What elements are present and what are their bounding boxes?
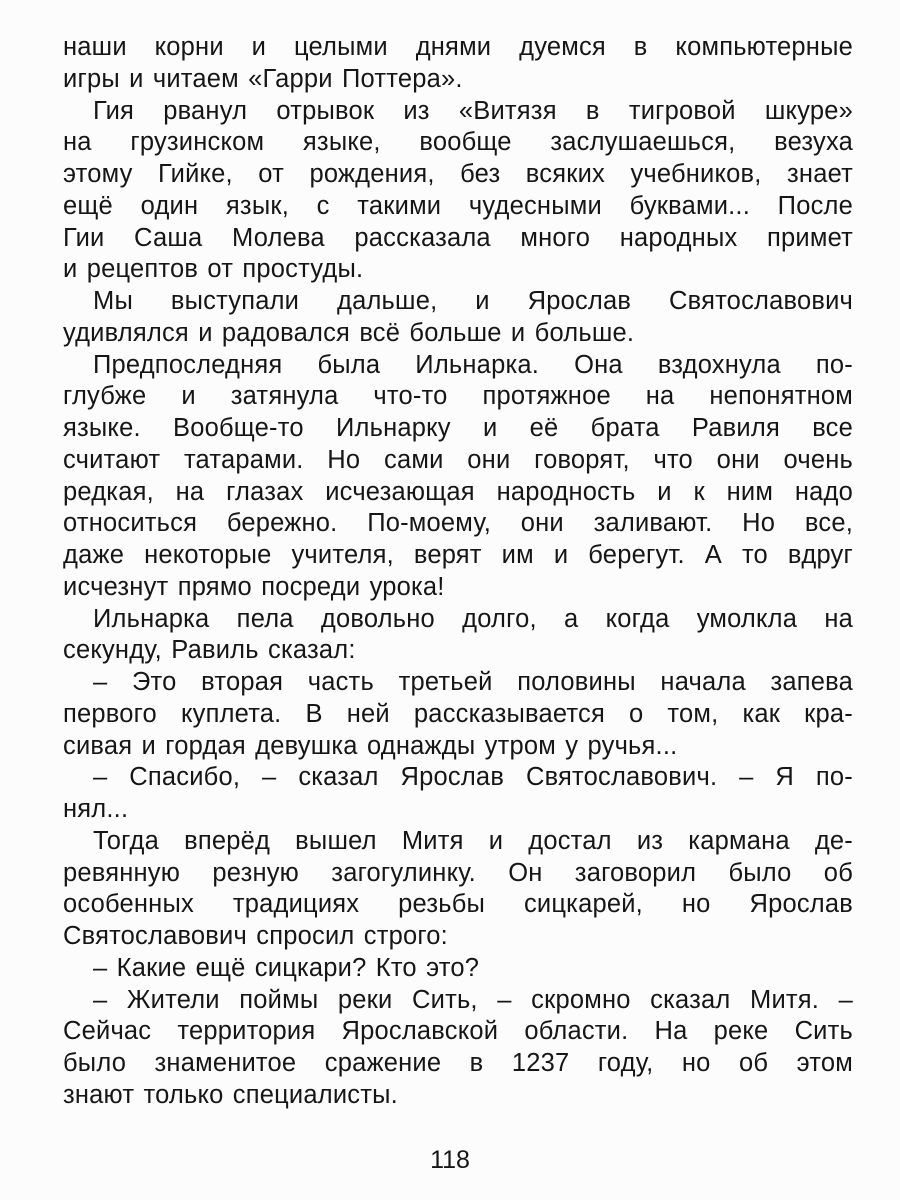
paragraph (63, 350, 853, 604)
text-line: даже некоторые учителя, верят им и берегут. А то вдруг (63, 541, 853, 569)
text-line: Мы выступали дальше, и Ярослав Святославович (93, 287, 853, 315)
text-line: Предпоследняя была Ильнарка. Она вздохнула по- (93, 350, 853, 379)
text-line: секунду, Равиль сказал: (63, 636, 356, 665)
text-line: редкая, на глазах исчезающая народность и к ним надо (63, 477, 853, 506)
text-line: этому Гийке, от рождения, без всяких учебников, знает (63, 160, 853, 188)
text-line: – Жители поймы реки Сить, – скромно сказал Митя. – (93, 985, 853, 1014)
text-line: и рецептов от простуды. (63, 255, 364, 284)
text-line: языке. Вообще-то Ильнарку и её брата Равиля все (63, 414, 853, 442)
text-line: Ильнарка пела довольно долго, а когда умолкла на (93, 604, 853, 633)
text-line: относиться бережно. По-моему, они заливают. Но все, (63, 509, 853, 538)
text-line: нял... (63, 795, 129, 823)
text-line: ещё один язык, с такими чудесными буквами... После (63, 191, 853, 220)
paragraph (63, 96, 853, 287)
paragraph (63, 953, 853, 985)
text-line: удивлялся и радовался всё больше и больше. (63, 318, 635, 347)
text-line: сивая и гордая девушка однажды утром у ручья... (63, 731, 678, 760)
text-line: Гия рванул отрывок из «Витязя в тигровой шкуре» (93, 96, 853, 125)
text-line: игры и читаем «Гарри Поттера». (63, 64, 463, 93)
text-line: первого куплета. В ней рассказывается о том, как кра- (63, 699, 853, 728)
text-line: Святославович спросил строго: (63, 922, 448, 950)
text-line: наши корни и целыми днями дуемся в компьютерные (63, 33, 853, 61)
text-line: – Какие ещё сицкари? Кто это? (93, 953, 480, 982)
text-line: глубже и затянула что-то протяжное на непонятном (63, 382, 853, 411)
text-line: ревянную резную загогулинку. Он заговорил было об (63, 858, 853, 887)
book-text (63, 32, 853, 1112)
paragraph (63, 32, 853, 96)
paragraph (63, 604, 853, 668)
page-number: 118 (430, 1146, 470, 1174)
text-line: знают только специалисты. (63, 1080, 398, 1109)
text-line: на грузинском языке, вообще заслушаешься, везуха (63, 128, 853, 157)
text-line: особенных традициях резьбы сицкарей, но Ярослав (63, 890, 853, 919)
text-line: Сейчас территория Ярославской области. На реке Сить (63, 1017, 853, 1046)
text-line: – Это вторая часть третьей половины начала запева (93, 668, 853, 696)
paragraph (63, 762, 853, 826)
paragraph (63, 985, 853, 1112)
text-line: считают татарами. Но сами они говорят, что они очень (63, 445, 853, 474)
paragraph (63, 286, 853, 350)
text-line: – Спасибо, – сказал Ярослав Святославович. – Я по- (93, 763, 853, 792)
text-line: было знаменитое сражение в 1237 году, но об этом (63, 1049, 853, 1077)
text-line: исчезнут прямо посреди урока! (63, 572, 445, 601)
paragraph (63, 667, 853, 762)
text-line: Тогда вперёд вышел Митя и достал из кармана де- (93, 826, 853, 855)
text-line: Гии Саша Молева рассказала много народных примет (63, 223, 853, 252)
paragraph (63, 826, 853, 953)
